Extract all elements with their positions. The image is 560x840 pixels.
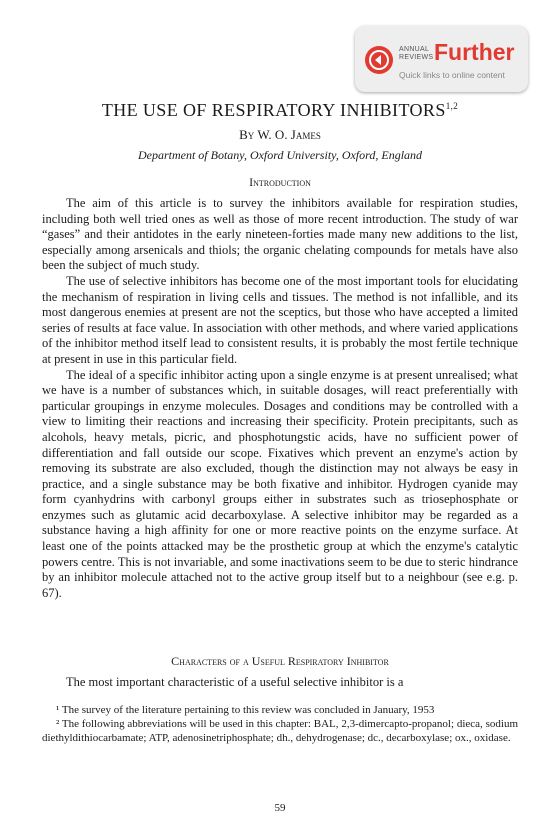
title-footnote-marker: 1,2 (445, 101, 459, 111)
paragraph: The most important characteristic of a useful selective inhibitor is a (66, 675, 404, 689)
footnote: ² The following abbreviations will be used in this chapter: BAL, 2,3-dimercapto-propanol; dieca, sodium diethyldithiocarbamate; ATP, adenosinetriphosphate; dh., dehydrogenase; dc., decarboxylase; ox., oxidase. (42, 718, 518, 744)
banner-reviews: REVIEWS (399, 54, 434, 61)
paragraph: The ideal of a specific inhibitor acting upon a single enzyme is at present unrealised; what we have is a number of substances which, in suitable dosages, will react preferentially with particular groupings in enzyme molecules. Dosages and conditions may be controlled with a view to limiting their reactions and increasing their specificity. Protein precipitants, such as alcohols, heavy metals, picric, and phosphotungstic acids, have no sufficient power of differentiation and fall outside our scope. Fixatives which prevent an enzyme's action by removing its substrate are also excluded, though the distinction may not always be easy in practice, and a single substance may be both fixative and inhibitor. Hydrogen cyanide may form cyanhydrins with carbonyl groups either in substrates such as triosephosphate or enzymes such as glutamic acid decarboxylase. A selective inhibitor may be regarded as a substance having a high affinity for one or more reactive points on the enzyme surface. At least one of the points attacked may be the prosthetic group at which the enzyme's catalytic powers centre. This is not invariable, and some inactivations seem to be due to steric hindrance by an inhibitor molecule attached not to the active group itself but to a neighbour (see e.g. p. 67). (42, 367, 518, 600)
paragraph: The aim of this article is to survey the inhibitors available for respiration studies, including both well tried ones as well as those of more recent introduction. The study of war “gases” and their antidotes in the early nineteen-forties made many new additions to the list, especially among arsenicals and thiols; the organic chelating compounds for metals have also been the subject of much study. (42, 196, 518, 273)
banner-annual: ANNUAL (399, 46, 430, 53)
banner-subtitle: Quick links to online content (399, 70, 505, 80)
footnotes (42, 703, 518, 745)
author-affiliation: Department of Botany, Oxford University, Oxford, England (137, 148, 423, 162)
further-links-banner[interactable] (355, 26, 528, 92)
paragraph: The use of selective inhibitors has become one of the most important tools for elucidating the mechanism of respiration in living cells and tissues. The method is not infallible, and its most dangerous enemies at present are not the sceptics, but those who have accepted a limited series of results at face value. In association with other methods, and where varied applications of the inhibitor method itself lead to consistent results, it is probably the most fertile technique at present in use in this particular field. (42, 273, 518, 366)
back-arrow-icon (365, 46, 393, 74)
characters-heading: Characters of a Useful Respiratory Inhibitor (171, 654, 389, 668)
article-author: By W. O. James (239, 127, 321, 142)
introduction-body (42, 196, 518, 601)
title-text: THE USE OF RESPIRATORY INHIBITORS (101, 100, 446, 120)
introduction-heading: Introduction (249, 175, 311, 189)
footnote: ¹ The survey of the literature pertaining to this review was concluded in January, 1953 (56, 704, 435, 716)
characters-body (42, 675, 518, 691)
annual-reviews-logo-text (399, 46, 433, 62)
article-title (0, 100, 560, 121)
page-number: 59 (274, 802, 286, 814)
banner-further: Further (434, 39, 515, 65)
